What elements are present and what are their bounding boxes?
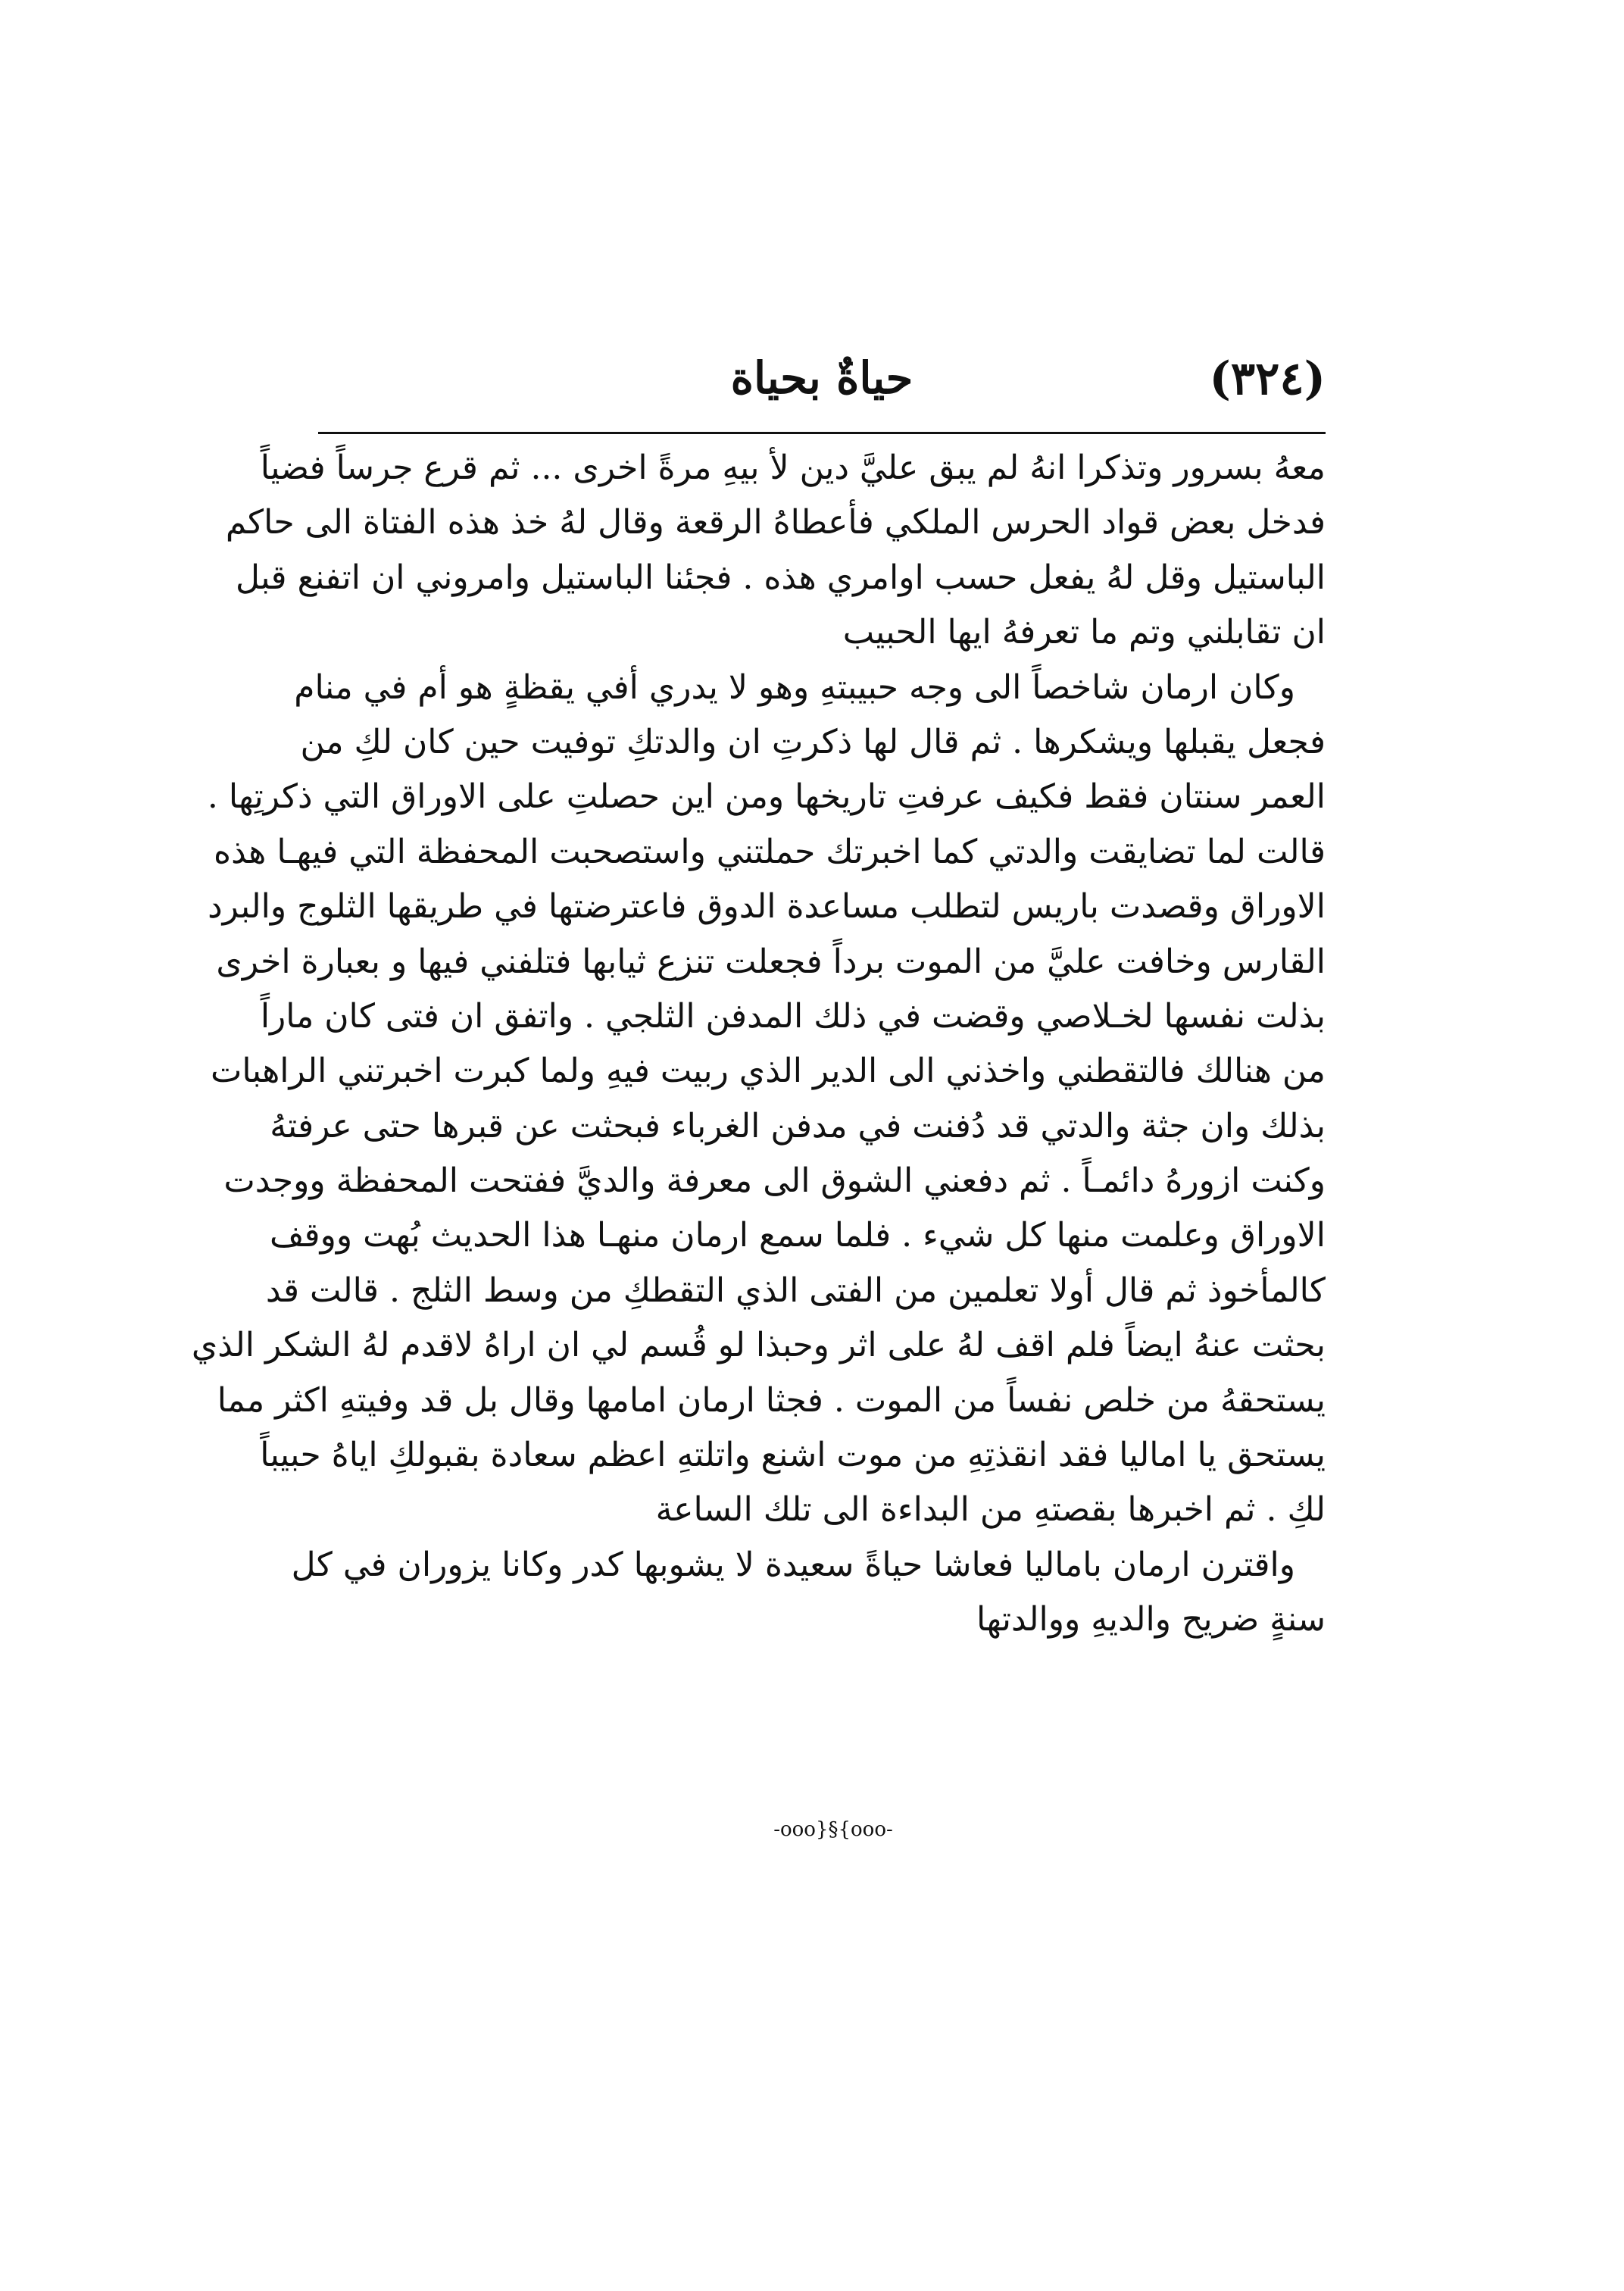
running-title: حياةٌ بحياة <box>730 352 914 404</box>
text-line: يستحقهُ من خلص نفساً من الموت . فجثا ارمان امامها وقال بل قد وفيتهِ اكثر مما <box>217 1380 1326 1420</box>
ornament-glyph: -ooo}§{ooo- <box>773 1818 893 1841</box>
text-line: وكنت ازورهُ دائمـاً . ثم دفعني الشوق الى معرفة والديَّ ففتحت المحفظة ووجدت <box>223 1161 1326 1201</box>
text-line: معهُ بسرور وتذكرا انهُ لم يبق عليَّ دين لأ بيهِ مرةً اخرى ... ثم قرع جرساً فضياً <box>260 449 1326 487</box>
text-line: الباستيل وقل لهُ يفعل حسب اوامري هذه . فجئنا الباستيل وامروني ان اتفنع قبل <box>235 558 1326 597</box>
text-line: القارس وخافت عليَّ من الموت برداً فجعلت تنزع ثيابها فتلفني فيها و بعبارة اخرى <box>216 942 1326 981</box>
end-ornament <box>750 1818 917 1841</box>
text-line: كالمأخوذ ثم قال أولا تعلمين من الفتى الذي التقطكِ من وسط الثلج . قالت قد <box>265 1271 1326 1310</box>
text-line: الاوراق وقصدت باريس لتطلب مساعدة الدوق فاعترضتها في طريقها الثلوج والبرد <box>208 887 1326 927</box>
text-line: الاوراق وعلمت منها كل شيء . فلما سمع ارمان منهـا هذا الحديث بُهت ووقف <box>270 1216 1326 1255</box>
text-line: العمر سنتان فقط فكيف عرفتِ تاريخها ومن اين حصلتِ على الاوراق التي ذكرتِها . <box>207 777 1326 817</box>
header-rule <box>318 432 1326 434</box>
text-line: يستحق يا اماليا فقد انقذتِهِ من موت اشنع واتلتهِ اعظم سعادة بقبولكِ اياهُ حبيباً <box>260 1436 1326 1475</box>
text-line: وكان ارمان شاخصاً الى وجه حبيبتهِ وهو لا يدري أفي يقظةٍ هو أم في منام <box>294 667 1295 707</box>
text-line: واقترن ارمان باماليا فعاشا حياةً سعيدة لا يشوبها كدر وكانا يزوران في كل <box>291 1545 1295 1584</box>
page-header <box>318 345 1326 428</box>
text-line: قالت لما تضايقت والدتي كما اخبرتك حملتني واستصحبت المحفظة التي فيهـا هذه <box>214 832 1326 871</box>
text-line: لكِ . ثم اخبرها بقصتهِ من البداءة الى تلك الساعة <box>655 1490 1326 1530</box>
text-line: بذلك وان جثة والدتي قد دُفنت في مدفن الغرباء فبحثت عن قبرها حتى عرفتهُ <box>270 1106 1326 1146</box>
body-text <box>191 441 1326 1648</box>
text-line: فجعل يقبلها ويشكرها . ثم قال لها ذكرتِ ان والدتكِ توفيت حين كان لكِ من <box>300 722 1326 761</box>
text-line: بذلت نفسها لخـلاصي وقضت في ذلك المدفن الثلجي . واتفق ان فتى كان ماراً <box>260 996 1326 1036</box>
text-line: سنةٍ ضريح والديهِ ووالدتها <box>976 1600 1326 1639</box>
text-line: ان تقابلني وتم ما تعرفهُ ايها الحبيب <box>842 613 1326 652</box>
page-number: (٣٢٤) <box>1209 352 1326 405</box>
text-line: بحثت عنهُ ايضاً فلم اقف لهُ على اثر وحبذا لو قُسم لي ان اراهُ لاقدم لهُ الشكر الذي <box>191 1326 1326 1365</box>
text-line: فدخل بعض قواد الحرس الملكي فأعطاهُ الرقعة وقال لهُ خذ هذه الفتاة الى حاكم <box>225 503 1326 542</box>
text-line: من هنالك فالتقطني واخذني الى الدير الذي ربيت فيهِ ولما كبرت اخبرتني الراهبات <box>210 1052 1326 1091</box>
